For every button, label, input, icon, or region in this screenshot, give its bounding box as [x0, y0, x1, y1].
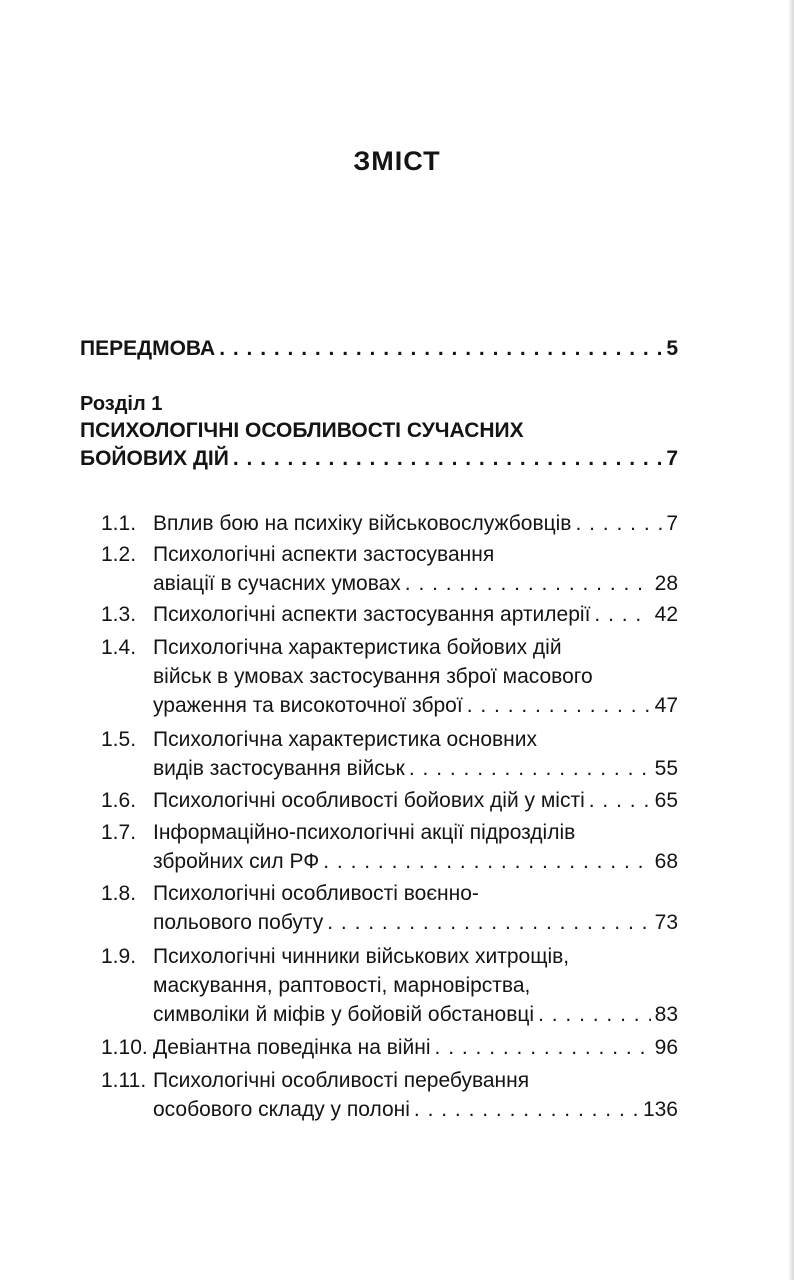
toc-entry-line	[153, 540, 494, 570]
entry-text: Інформаційно-психологічні акції підрозділів	[153, 821, 576, 844]
dot-leader	[323, 847, 650, 877]
toc-preface-page: 5	[666, 337, 678, 360]
toc-entry-line	[153, 942, 569, 972]
toc-entry-line	[153, 1000, 678, 1030]
entry-number: 1.8.	[101, 882, 137, 905]
dot-leader	[414, 1095, 639, 1125]
toc-entry-line	[153, 971, 530, 1001]
dot-leader	[409, 754, 651, 784]
entry-text: видів застосування військ	[153, 757, 405, 780]
dot-leader	[327, 908, 650, 938]
toc-entry-line	[153, 847, 678, 877]
entry-text: Психологічні аспекти застосування артилерії	[153, 603, 591, 626]
entry-page: 28	[654, 572, 678, 595]
toc-preface-label: ПЕРЕДМОВА	[80, 337, 216, 360]
section-page: 7	[666, 447, 678, 470]
toc-entry-line	[153, 1033, 678, 1063]
entry-number: 1.2.	[101, 543, 137, 566]
section-title-text: ПСИХОЛОГІЧНІ ОСОБЛИВОСТІ СУЧАСНИХ	[80, 419, 524, 442]
entry-number: 1.11.	[101, 1069, 147, 1092]
entry-page: 47	[654, 694, 678, 717]
entry-number: 1.5.	[101, 728, 137, 751]
entry-number: 1.9.	[101, 945, 137, 968]
entry-number: 1.4.	[101, 636, 137, 659]
section-title-text: БОЙОВИХ ДІЙ	[80, 447, 229, 470]
entry-page: 7	[666, 512, 678, 535]
entry-text: Психологічні аспекти застосування	[153, 543, 495, 566]
toc-entry-line	[153, 786, 678, 816]
entry-text: Психологічні особливості воєнно-	[153, 882, 479, 905]
toc-entry-line	[153, 1095, 678, 1125]
entry-text: Психологічні чинники військових хитрощів,	[153, 945, 570, 968]
page-title: ЗМІСТ	[353, 146, 441, 176]
dot-leader	[538, 1000, 651, 1030]
page-edge	[788, 0, 794, 1280]
dot-leader	[405, 569, 651, 599]
dot-leader	[594, 600, 650, 630]
entry-text: Психологічна характеристика бойових дій	[153, 636, 562, 659]
toc-entry-line	[153, 569, 678, 599]
entry-number: 1.3.	[101, 603, 137, 626]
toc-entry-line	[153, 691, 678, 721]
entry-page: 68	[654, 850, 678, 873]
entry-text: особового складу у полоні	[153, 1098, 410, 1121]
entry-text: маскування, раптовості, марновірства,	[153, 974, 531, 997]
entry-page: 73	[654, 911, 678, 934]
entry-text: Психологічні особливості перебування	[153, 1069, 530, 1092]
entry-text: Вплив бою на психіку військовослужбовців	[153, 512, 572, 535]
entry-page: 96	[654, 1036, 678, 1059]
toc-entry-line	[153, 818, 575, 848]
section-number	[80, 389, 162, 419]
entry-page: 42	[654, 603, 678, 626]
toc-preface	[80, 334, 678, 364]
entry-number: 1.10.	[101, 1036, 148, 1059]
entry-number: 1.7.	[101, 821, 137, 844]
toc-entry-line	[153, 908, 678, 938]
entry-text: Девіантна поведінка на війні	[153, 1036, 431, 1059]
entry-text: військ в умовах застосування зброї масового	[153, 665, 593, 688]
toc-entry-line	[153, 662, 593, 692]
dot-leader	[589, 786, 651, 816]
section-number-label: Розділ 1	[80, 393, 163, 415]
entry-text: символіки й міфів у бойовій обстановці	[153, 1003, 535, 1026]
section-title-line-1	[80, 416, 524, 446]
toc-entry-line	[153, 600, 678, 630]
toc-entry-line	[153, 725, 537, 755]
entry-page: 65	[654, 789, 678, 812]
entry-number: 1.1.	[101, 512, 137, 535]
dot-leader	[233, 444, 662, 474]
dot-leader	[219, 334, 662, 364]
dot-leader	[435, 1033, 651, 1063]
entry-text: авіації в сучасних умовах	[153, 572, 401, 595]
entry-page: 55	[654, 757, 678, 780]
dot-leader	[575, 509, 662, 539]
dot-leader	[467, 691, 651, 721]
entry-text: Психологічна характеристика основних	[153, 728, 537, 751]
toc-entry-line	[153, 754, 678, 784]
entry-page: 83	[654, 1003, 678, 1026]
entry-number: 1.6.	[101, 789, 137, 812]
entry-text: збройних сил РФ	[153, 850, 320, 873]
toc-entry-line	[153, 879, 479, 909]
entry-text: ураження та високоточної зброї	[153, 694, 463, 717]
section-title-line-2	[80, 444, 678, 474]
entry-text: польового побуту	[153, 911, 324, 934]
toc-entry-line	[153, 1066, 529, 1096]
entry-text: Психологічні особливості бойових дій у місті	[153, 789, 585, 812]
entry-page: 136	[642, 1098, 678, 1121]
toc-entry-line	[153, 633, 562, 663]
toc-entry-line	[153, 509, 678, 539]
